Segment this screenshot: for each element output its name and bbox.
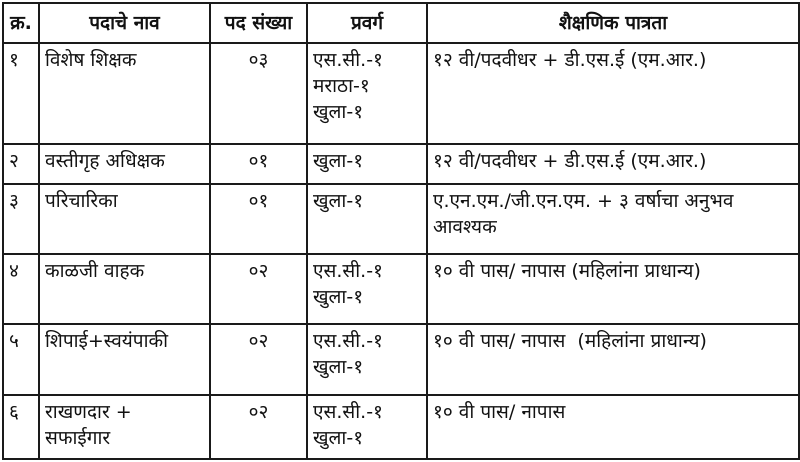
- qualification-line: १२ वी/पदवीधर + डी.एस.ई (एम.आर.): [433, 49, 707, 71]
- post-name-line: राखणदार +: [45, 400, 132, 423]
- category-line: खुला-१: [313, 356, 364, 379]
- header-qualification: शैक्षणिक पात्रता: [427, 3, 799, 43]
- cell-qualification: [427, 184, 799, 254]
- table-row: [3, 395, 799, 459]
- cell-serial: १: [3, 43, 39, 144]
- header-post-count: पद संख्या: [210, 3, 307, 43]
- category-line: खुला-१: [313, 150, 364, 173]
- cell-serial: ५: [3, 324, 39, 394]
- cell-category: [307, 43, 427, 144]
- table-row: [3, 324, 799, 394]
- vacancy-table: [2, 2, 800, 460]
- cell-category: [307, 254, 427, 324]
- cell-serial: ६: [3, 395, 39, 459]
- cell-post-name: [39, 184, 210, 254]
- table-row: [3, 144, 799, 183]
- cell-post-name: [39, 43, 210, 144]
- cell-post-count: ०२: [210, 254, 307, 324]
- cell-category: [307, 395, 427, 459]
- post-name-line: परिचारिका: [45, 189, 118, 212]
- cell-post-count: ०२: [210, 395, 307, 459]
- cell-serial: ४: [3, 254, 39, 324]
- post-name-line: शिपाई+स्वयंपाकी: [45, 330, 169, 353]
- qualification-line: ए.एन.एम./जी.एन.एम. + ३ वर्षाचा अनुभव: [433, 189, 734, 212]
- category-line: एस.सी.-१: [313, 400, 383, 423]
- post-name-line: सफाईगार: [45, 426, 111, 449]
- qualification-line: १० वी पास/ नापास (महिलांना प्राधान्य): [433, 260, 701, 283]
- header-row: [3, 3, 799, 43]
- header-serial: क्र.: [3, 3, 39, 43]
- qualification-line: १० वी पास/ नापास: [433, 400, 566, 423]
- post-name-line: काळजी वाहक: [45, 260, 145, 283]
- qualification-line: १२ वी/पदवीधर + डी.एस.ई (एम.आर.): [433, 150, 707, 173]
- post-name-line: विशेष शिक्षक: [45, 49, 137, 71]
- cell-category: [307, 324, 427, 394]
- cell-post-count: ०१: [210, 184, 307, 254]
- cell-post-name: [39, 324, 210, 394]
- cell-qualification: [427, 43, 799, 144]
- cell-post-name: [39, 254, 210, 324]
- qualification-line: आवश्यक: [433, 215, 497, 238]
- cell-qualification: [427, 324, 799, 394]
- category-line: खुला-१: [313, 101, 364, 123]
- cell-category: [307, 144, 427, 183]
- category-line: एस.सी.-१: [313, 330, 383, 353]
- cell-post-count: ०२: [210, 324, 307, 394]
- cell-qualification: [427, 254, 799, 324]
- cell-category: [307, 184, 427, 254]
- table-row: [3, 43, 799, 144]
- cell-post-count: ०१: [210, 144, 307, 183]
- cell-qualification: [427, 144, 799, 183]
- category-line: एस.सी.-१: [313, 260, 383, 283]
- qualification-line: १० वी पास/ नापास (महिलांना प्राधान्य): [433, 330, 707, 353]
- table-row: [3, 254, 799, 324]
- cell-post-name: [39, 144, 210, 183]
- cell-serial: ३: [3, 184, 39, 254]
- header-category: प्रवर्ग: [307, 3, 427, 43]
- category-line: एस.सी.-१: [313, 49, 383, 71]
- category-line: खुला-१: [313, 426, 364, 449]
- cell-serial: २: [3, 144, 39, 183]
- cell-qualification: [427, 395, 799, 459]
- category-line: मराठा-१: [313, 75, 370, 97]
- category-line: खुला-१: [313, 189, 364, 212]
- category-line: खुला-१: [313, 286, 364, 309]
- cell-post-count: ०३: [210, 43, 307, 144]
- header-post-name: पदाचे नाव: [39, 3, 210, 43]
- table-row: [3, 184, 799, 254]
- cell-post-name: [39, 395, 210, 459]
- post-name-line: वस्तीगृह अधिक्षक: [45, 150, 165, 173]
